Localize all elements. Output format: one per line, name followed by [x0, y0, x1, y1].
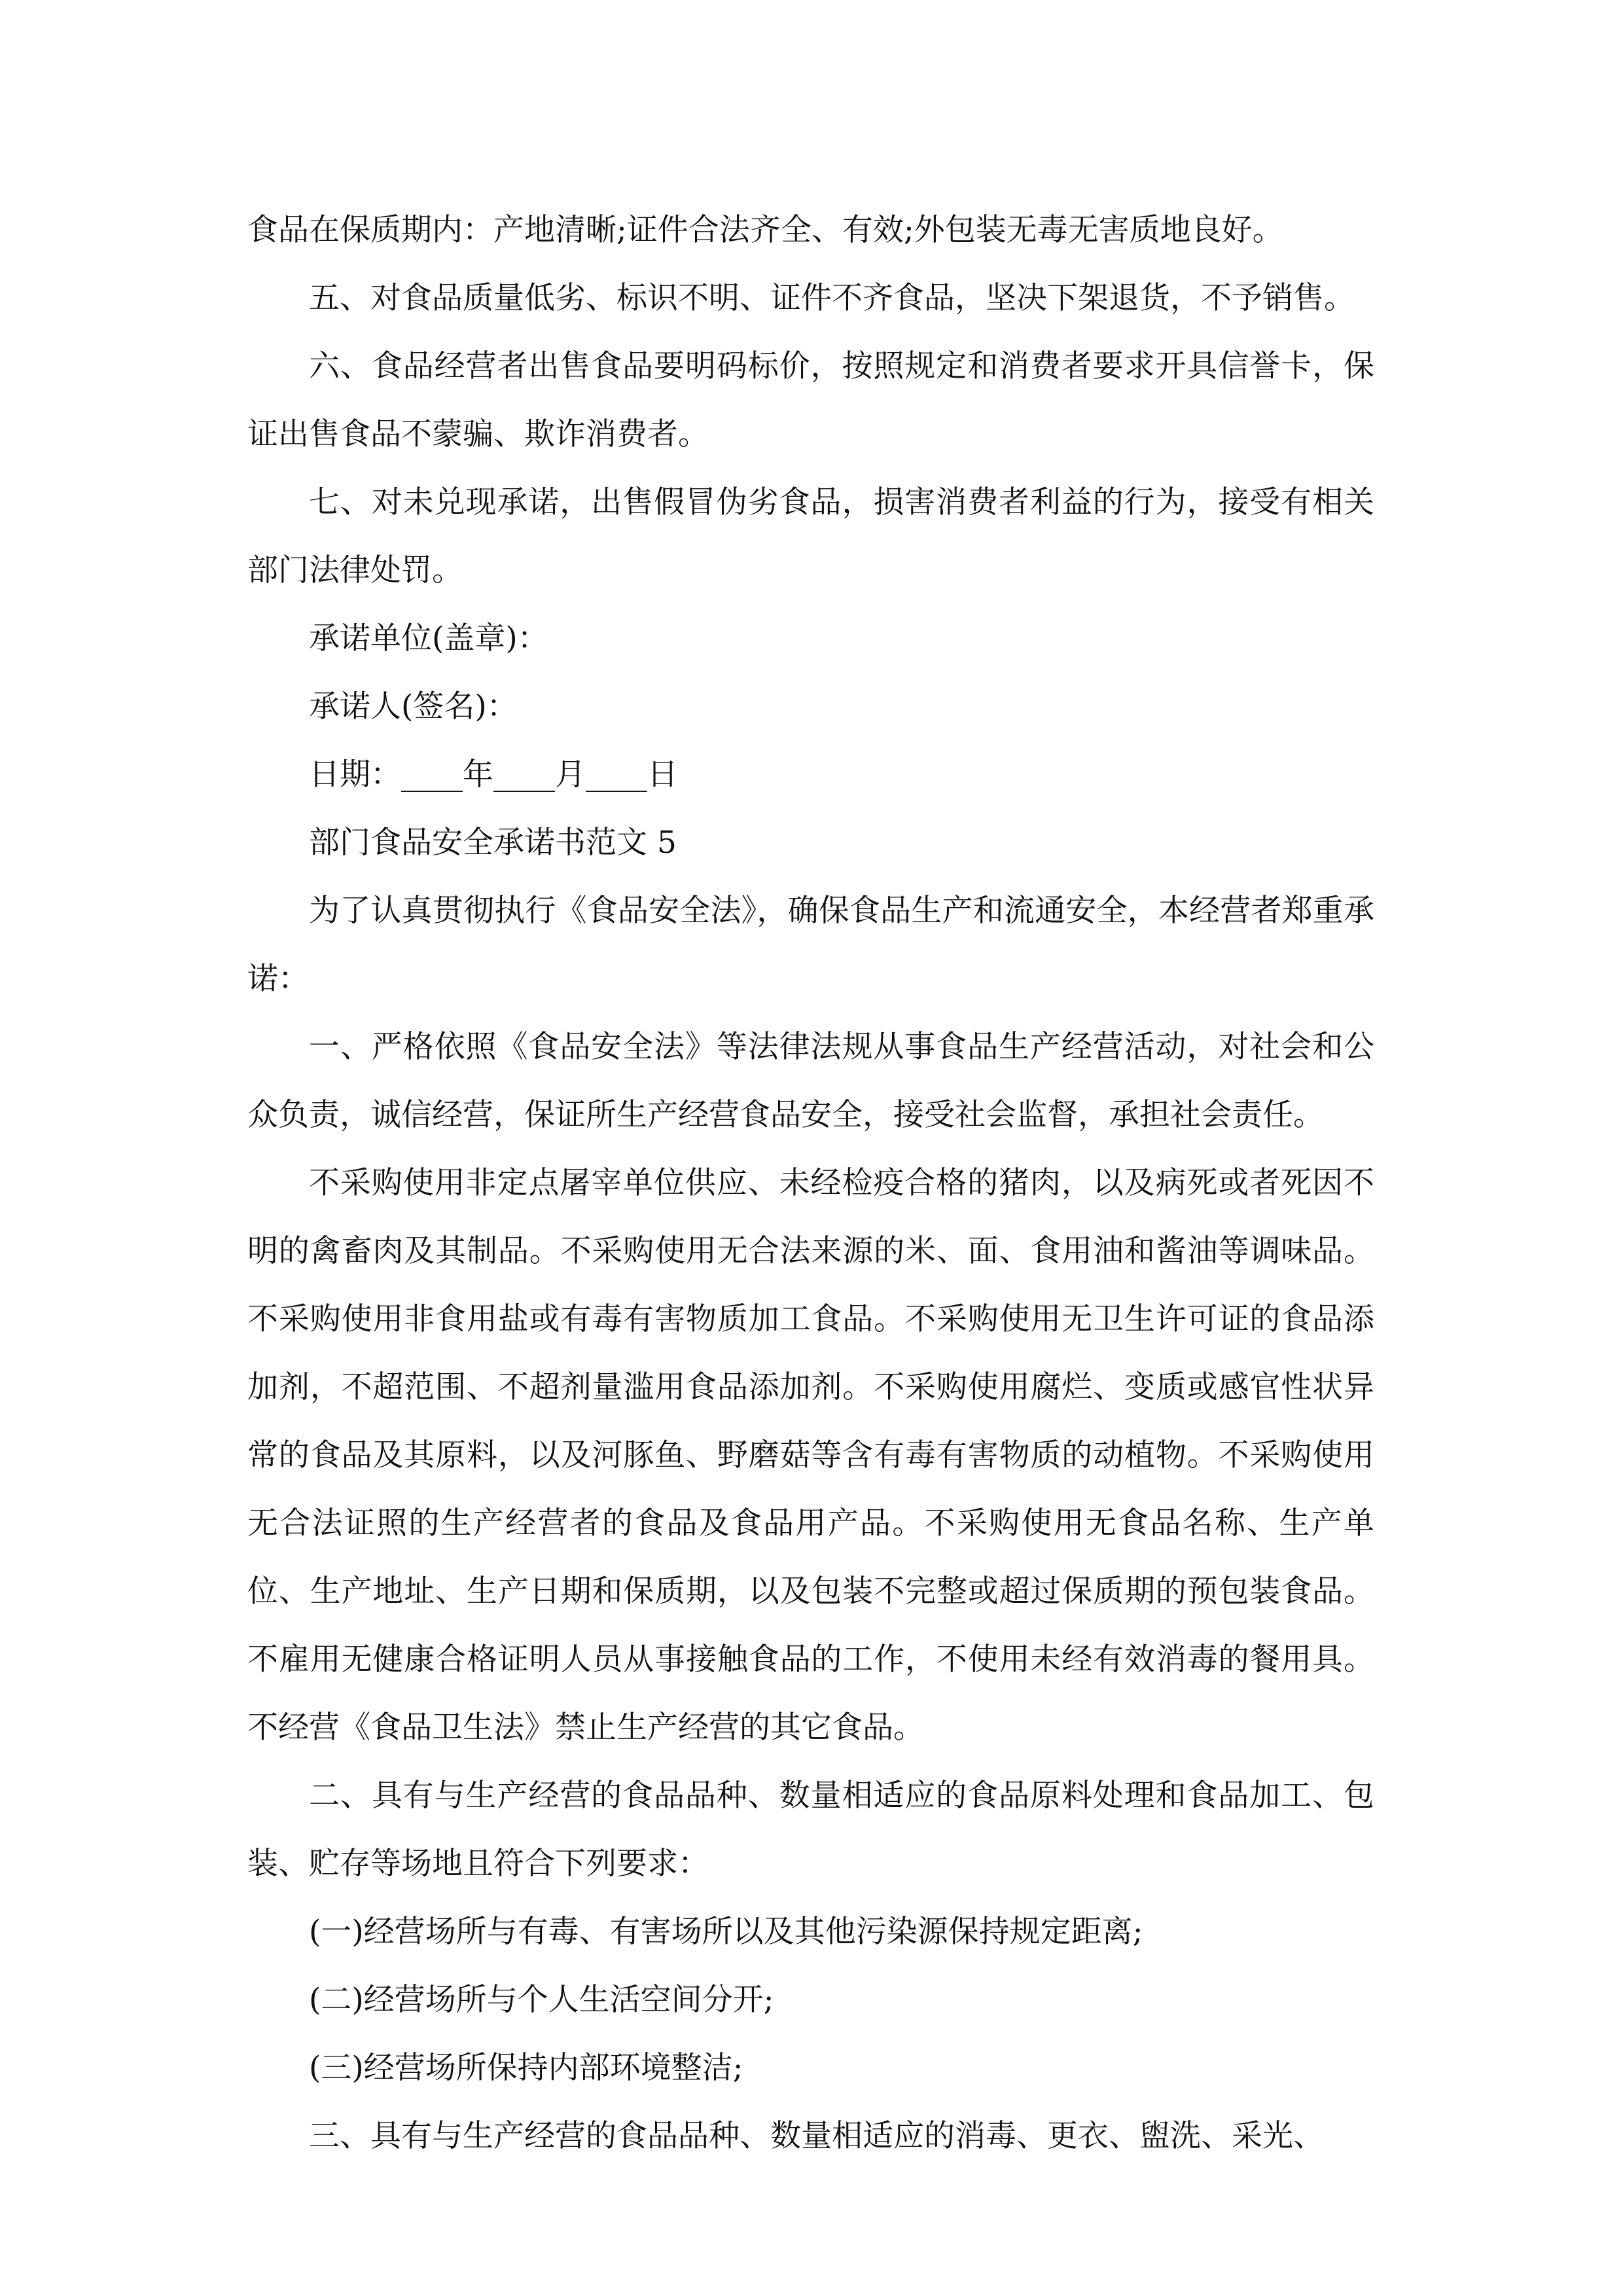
paragraph-subclause-1: (一)经营场所与有毒、有害场所以及其他污染源保持规定距离;	[309, 1914, 1143, 1950]
signature-person-line: 承诺人(签名)：	[309, 689, 518, 725]
paragraph-continuation: 食品在保质期内：产地清晰;证件合法齐全、有效;外包装无毒无害质地良好。	[247, 212, 1283, 248]
paragraph-clause-6: 六、食品经营者出售食品要明码标价，按照规定和消费者要求开具信誉卡，保证出售食品不蒙骗、欺诈消费者。	[247, 348, 1374, 452]
paragraph-clause-5: 五、对食品质量低劣、标识不明、证件不齐食品，坚决下架退货，不予销售。	[309, 280, 1355, 316]
paragraph-intro: 为了认真贯彻执行《食品安全法》，确保食品生产和流通安全，本经营者郑重承诺：	[247, 893, 1374, 997]
paragraph-subclause-2: (二)经营场所与个人生活空间分开;	[309, 1982, 774, 2018]
paragraph-procurement-rules: 不采购使用非定点屠宰单位供应、未经检疫合格的猪肉，以及病死或者死因不明的禽畜肉及其制品。不采购使用无合法来源的米、面、食用油和酱油等调味品。不采购使用非食用盐或有毒有害物质加工食品。不采购使用无卫生许可证的食品添加剂，不超范围、不超剂量滥用食品添加剂。不采购使用腐烂、变质或感官性状异常的食品及其原料，以及河豚鱼、野磨菇等含有毒有害物质的动植物。不采购使用无合法证照的生产经营者的食品及食品用产品。不采购使用无食品名称、生产单位、生产地址、生产日期和保质期，以及包装不完整或超过保质期的预包装食品。不雇用无健康合格证明人员从事接触食品的工作，不使用未经有效消毒的餐用具。不经营《食品卫生法》禁止生产经营的其它食品。	[247, 1165, 1374, 1746]
paragraph-clause-1: 一、严格依照《食品安全法》等法律法规从事食品生产经营活动，对社会和公众负责，诚信经营，保证所生产经营食品安全，接受社会监督，承担社会责任。	[247, 1029, 1374, 1133]
date-line: 日期：____年____月____日	[309, 757, 678, 793]
section-title: 部门食品安全承诺书范文 5	[309, 825, 677, 861]
paragraph-clause-2: 二、具有与生产经营的食品品种、数量相适应的食品原料处理和食品加工、包装、贮存等场地且符合下列要求：	[247, 1778, 1374, 1882]
paragraph-clause-7: 七、对未兑现承诺，出售假冒伪劣食品，损害消费者利益的行为，接受有相关部门法律处罚。	[247, 484, 1374, 588]
document-body	[247, 196, 1374, 2170]
paragraph-subclause-3: (三)经营场所保持内部环境整洁;	[309, 2050, 743, 2086]
paragraph-clause-3: 三、具有与生产经营的食品品种、数量相适应的消毒、更衣、盥洗、采光、	[309, 2118, 1324, 2154]
signature-unit-line: 承诺单位(盖章)：	[309, 620, 548, 656]
